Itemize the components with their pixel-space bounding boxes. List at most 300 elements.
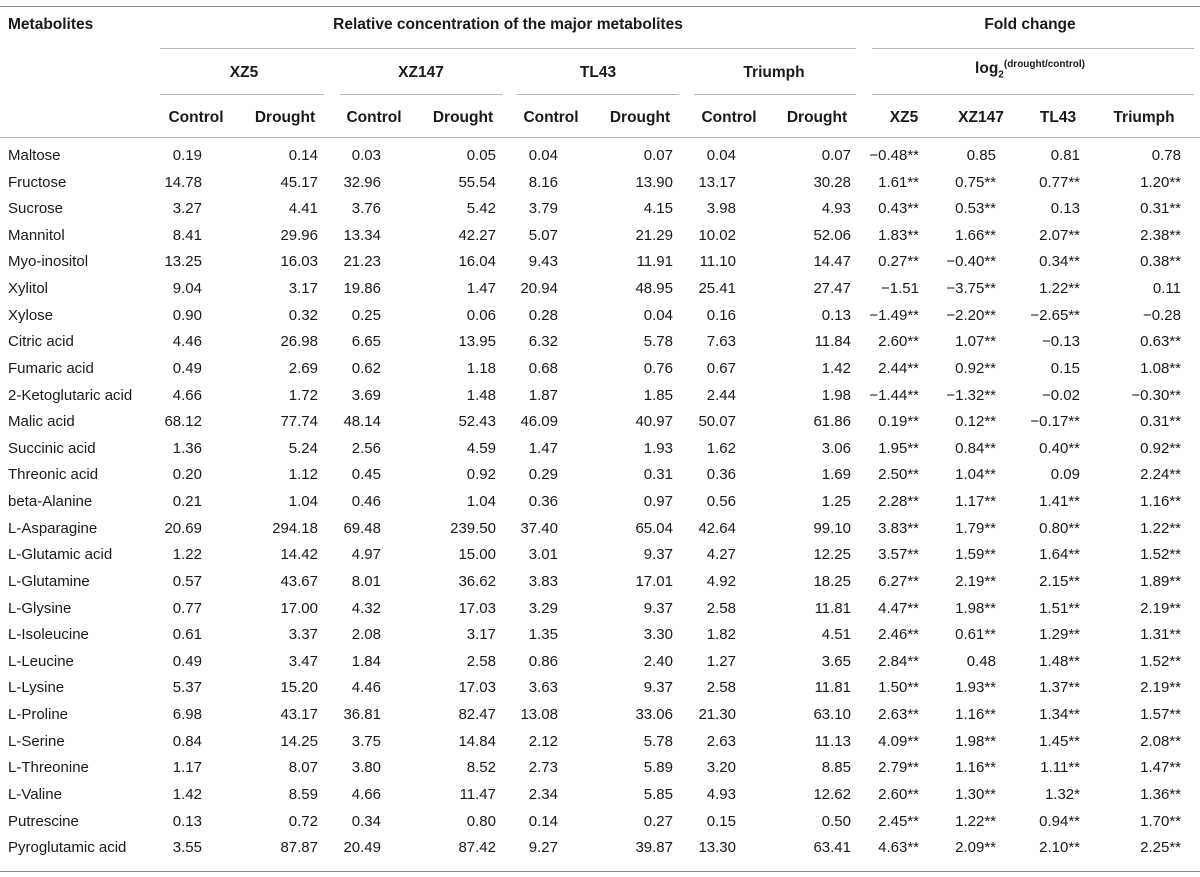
- concentration-cell: 1.42: [821, 359, 851, 377]
- concentration-cell: 1.04: [288, 493, 318, 511]
- table-row: [0, 249, 1200, 276]
- concentration-cell: 0.34: [351, 812, 381, 830]
- concentration-cell: 17.03: [458, 679, 496, 697]
- concentration-cell: 20.69: [164, 519, 202, 537]
- concentration-cell: 65.04: [635, 519, 673, 537]
- concentration-cell: 0.07: [821, 147, 851, 164]
- concentration-cell: 20.49: [343, 839, 381, 857]
- concentration-cell: 17.03: [458, 599, 496, 617]
- concentration-cell: 32.96: [343, 173, 381, 191]
- concentration-cell: 1.25: [821, 493, 851, 511]
- concentration-cell: 17.00: [280, 599, 318, 617]
- fold-change-cell: 2.46**: [878, 626, 919, 644]
- fold-change-cell: 1.32*: [1044, 785, 1080, 803]
- concentration-cell: 21.29: [635, 226, 673, 244]
- concentration-cell: 0.49: [172, 652, 202, 670]
- fold-change-cell: 1.66**: [955, 226, 996, 244]
- concentration-cell: 0.25: [351, 306, 381, 324]
- fold-change-cell: 2.09**: [955, 839, 996, 857]
- fold-change-cell: 2.10**: [1039, 839, 1080, 857]
- concentration-cell: 2.08: [351, 626, 381, 644]
- table-row: [0, 329, 1200, 356]
- fold-change-cell: 0.15: [1050, 359, 1080, 377]
- concentration-cell: 8.01: [351, 572, 381, 590]
- concentration-cell: 3.17: [466, 626, 496, 644]
- concentration-cell: 5.85: [643, 785, 673, 803]
- fold-change-cell: 1.45**: [1039, 732, 1080, 750]
- concentration-cell: 16.04: [458, 253, 496, 271]
- concentration-cell: 4.46: [351, 679, 381, 697]
- fold-change-cell: 2.79**: [878, 759, 919, 777]
- fold-change-cell: 1.22**: [1140, 519, 1181, 537]
- fold-change-cell: 0.78: [1151, 147, 1181, 164]
- fold-change-cell: 2.63**: [878, 706, 919, 724]
- concentration-cell: 1.27: [706, 652, 736, 670]
- metabolite-name: L-Isoleucine: [8, 626, 89, 644]
- header-control: Control: [701, 109, 757, 126]
- metabolite-name: L-Serine: [8, 732, 65, 750]
- fold-change-cell: 0.31**: [1140, 413, 1181, 431]
- concentration-cell: 16.03: [280, 253, 318, 271]
- concentration-cell: 13.95: [458, 333, 496, 351]
- concentration-cell: 5.42: [466, 200, 496, 218]
- metabolite-name: L-Proline: [8, 706, 69, 724]
- concentration-cell: 14.42: [280, 546, 318, 564]
- table-row: [0, 196, 1200, 223]
- concentration-cell: 0.72: [288, 812, 318, 830]
- rule-genotype: [694, 94, 856, 95]
- concentration-cell: 4.93: [706, 785, 736, 803]
- fold-change-cell: 3.57**: [878, 546, 919, 564]
- fold-change-cell: 1.47**: [1140, 759, 1181, 777]
- fold-change-cell: −2.20**: [946, 306, 996, 324]
- concentration-cell: 3.83: [528, 572, 558, 590]
- concentration-cell: 0.97: [643, 493, 673, 511]
- concentration-cell: 2.12: [528, 732, 558, 750]
- concentration-cell: 0.31: [643, 466, 673, 484]
- concentration-cell: 26.98: [280, 333, 318, 351]
- concentration-cell: 0.90: [172, 306, 202, 324]
- table-row: [0, 489, 1200, 516]
- header-bottom-rule: [0, 137, 1200, 138]
- fold-change-cell: 0.75**: [955, 173, 996, 191]
- fold-change-cell: 2.28**: [878, 493, 919, 511]
- concentration-cell: 0.28: [528, 306, 558, 324]
- fold-change-cell: −1.44**: [869, 386, 919, 404]
- fold-change-cell: 0.19**: [878, 413, 919, 431]
- concentration-cell: 8.52: [466, 759, 496, 777]
- concentration-cell: 1.93: [643, 439, 673, 457]
- concentration-cell: 13.25: [164, 253, 202, 271]
- concentration-cell: 1.36: [172, 439, 202, 457]
- concentration-cell: 1.87: [528, 386, 558, 404]
- concentration-cell: 3.06: [821, 439, 851, 457]
- header-control: Control: [346, 109, 402, 126]
- concentration-cell: 1.48: [466, 386, 496, 404]
- header-fold-col: XZ5: [889, 109, 919, 126]
- concentration-cell: 3.20: [706, 759, 736, 777]
- fold-change-cell: 2.08**: [1140, 732, 1181, 750]
- rule-genotype: [517, 94, 679, 95]
- fold-change-cell: 4.47**: [878, 599, 919, 617]
- concentration-cell: 4.51: [821, 626, 851, 644]
- fold-change-cell: 0.61**: [955, 626, 996, 644]
- header-control: Control: [523, 109, 579, 126]
- concentration-cell: 1.98: [821, 386, 851, 404]
- concentration-cell: 11.81: [814, 599, 851, 617]
- concentration-cell: 4.46: [172, 333, 202, 351]
- fold-change-cell: 1.95**: [878, 439, 919, 457]
- concentration-cell: 45.17: [280, 173, 318, 191]
- concentration-cell: 39.87: [635, 839, 673, 857]
- fold-change-cell: 1.08**: [1140, 359, 1181, 377]
- fold-change-cell: 2.07**: [1039, 226, 1080, 244]
- concentration-cell: 3.17: [288, 280, 318, 298]
- table-row: [0, 462, 1200, 489]
- rule-genotype: [340, 94, 502, 95]
- fold-change-cell: 2.19**: [955, 572, 996, 590]
- concentration-cell: 1.18: [466, 359, 496, 377]
- concentration-cell: 0.61: [172, 626, 202, 644]
- header-metabolites: Metabolites: [8, 16, 94, 33]
- concentration-cell: 18.25: [813, 572, 851, 590]
- header-drought: Drought: [609, 109, 671, 126]
- fold-change-cell: −1.32**: [946, 386, 996, 404]
- concentration-cell: 0.76: [643, 359, 673, 377]
- concentration-cell: 1.47: [528, 439, 558, 457]
- concentration-cell: 19.86: [343, 280, 381, 298]
- metabolite-name: L-Valine: [8, 785, 62, 803]
- concentration-cell: 3.47: [288, 652, 318, 670]
- fold-change-cell: 1.83**: [878, 226, 919, 244]
- concentration-cell: 99.10: [813, 519, 851, 537]
- header-drought: Drought: [254, 109, 316, 126]
- fold-change-cell: 1.57**: [1140, 706, 1181, 724]
- concentration-cell: 50.07: [698, 413, 736, 431]
- concentration-cell: 8.85: [821, 759, 851, 777]
- concentration-cell: 0.04: [706, 147, 736, 164]
- concentration-cell: 11.47: [459, 785, 496, 803]
- fold-change-cell: 1.20**: [1140, 173, 1181, 191]
- concentration-cell: 8.16: [528, 173, 558, 191]
- concentration-cell: 42.64: [698, 519, 736, 537]
- fold-change-cell: 1.36**: [1140, 785, 1181, 803]
- concentration-cell: 0.04: [643, 306, 673, 324]
- fold-change-cell: 1.59**: [955, 546, 996, 564]
- fold-change-cell: 1.93**: [955, 679, 996, 697]
- fold-change-cell: 1.41**: [1039, 493, 1080, 511]
- fold-change-cell: 0.85: [966, 147, 996, 164]
- concentration-cell: 9.37: [643, 679, 673, 697]
- concentration-cell: 4.92: [706, 572, 736, 590]
- fold-change-cell: 0.80**: [1039, 519, 1080, 537]
- concentration-cell: 0.45: [351, 466, 381, 484]
- concentration-cell: 3.63: [528, 679, 558, 697]
- fold-change-cell: 2.15**: [1039, 572, 1080, 590]
- fold-change-cell: 1.89**: [1140, 572, 1181, 590]
- table-row: [0, 356, 1200, 383]
- concentration-cell: 21.23: [343, 253, 381, 271]
- fold-change-cell: 0.48: [966, 652, 996, 670]
- fold-change-cell: 2.44**: [878, 359, 919, 377]
- fold-change-cell: 0.63**: [1140, 333, 1181, 351]
- table-row: [0, 729, 1200, 756]
- concentration-cell: 3.37: [288, 626, 318, 644]
- concentration-cell: 61.86: [813, 413, 851, 431]
- fold-change-cell: −1.51: [881, 280, 919, 298]
- fold-change-cell: 1.16**: [1140, 493, 1181, 511]
- fold-change-cell: 2.24**: [1140, 466, 1181, 484]
- fold-change-cell: 2.60**: [878, 785, 919, 803]
- concentration-cell: 42.27: [458, 226, 496, 244]
- table-row: [0, 782, 1200, 809]
- concentration-cell: 29.96: [280, 226, 318, 244]
- metabolite-name: L-Lysine: [8, 679, 65, 697]
- concentration-cell: 48.14: [343, 413, 381, 431]
- concentration-cell: 0.13: [172, 812, 202, 830]
- fold-change-cell: −0.40**: [946, 253, 996, 271]
- concentration-cell: 0.56: [706, 493, 736, 511]
- concentration-cell: 9.37: [643, 546, 673, 564]
- concentration-cell: 11.10: [699, 253, 736, 271]
- concentration-cell: 5.07: [528, 226, 558, 244]
- concentration-cell: 9.27: [528, 839, 558, 857]
- fold-change-cell: 0.38**: [1140, 253, 1181, 271]
- table-row: [0, 276, 1200, 303]
- fold-change-cell: 0.40**: [1039, 439, 1080, 457]
- concentration-cell: 11.84: [814, 333, 851, 351]
- fold-change-cell: 0.92**: [955, 359, 996, 377]
- concentration-cell: 1.12: [288, 466, 318, 484]
- concentration-cell: 3.76: [351, 200, 381, 218]
- concentration-cell: 11.13: [814, 732, 851, 750]
- fold-change-cell: 1.11**: [1040, 759, 1080, 777]
- fold-change-cell: 4.63**: [878, 839, 919, 857]
- fold-change-cell: −3.75**: [946, 280, 996, 298]
- header-fold-col: XZ147: [958, 109, 1004, 126]
- concentration-cell: 15.00: [458, 546, 496, 564]
- concentration-cell: 0.32: [288, 306, 318, 324]
- concentration-cell: 6.65: [351, 333, 381, 351]
- header-drought: Drought: [786, 109, 848, 126]
- fold-change-cell: 0.84**: [955, 439, 996, 457]
- concentration-cell: 55.54: [458, 173, 496, 191]
- fold-change-cell: 0.43**: [878, 200, 919, 218]
- concentration-cell: 13.30: [698, 839, 736, 857]
- concentration-cell: 0.36: [706, 466, 736, 484]
- fold-change-cell: 0.77**: [1039, 173, 1080, 191]
- fold-change-cell: 1.51**: [1039, 599, 1080, 617]
- concentration-cell: 63.10: [813, 706, 851, 724]
- table-row: [0, 303, 1200, 330]
- table-row: [0, 622, 1200, 649]
- header-control: Control: [168, 109, 224, 126]
- concentration-cell: 0.57: [172, 572, 202, 590]
- metabolite-name: Maltose: [8, 147, 61, 164]
- table-row: [0, 809, 1200, 836]
- table-row: [0, 143, 1200, 170]
- concentration-cell: 2.58: [466, 652, 496, 670]
- concentration-cell: 8.41: [172, 226, 202, 244]
- header-fold-col: TL43: [1039, 109, 1077, 126]
- concentration-cell: 1.62: [706, 439, 736, 457]
- fold-change-cell: 1.98**: [955, 732, 996, 750]
- metabolite-name: L-Asparagine: [8, 519, 98, 537]
- concentration-cell: 3.65: [821, 652, 851, 670]
- table-row: [0, 516, 1200, 543]
- concentration-cell: 36.81: [343, 706, 381, 724]
- concentration-cell: 0.14: [528, 812, 558, 830]
- concentration-cell: 2.56: [351, 439, 381, 457]
- fold-change-cell: 1.16**: [955, 759, 996, 777]
- concentration-cell: 3.98: [706, 200, 736, 218]
- fold-change-cell: 1.17**: [955, 493, 996, 511]
- metabolite-name: Xylose: [8, 306, 54, 324]
- fold-change-cell: 2.19**: [1140, 679, 1181, 697]
- concentration-cell: 3.79: [528, 200, 558, 218]
- concentration-cell: 14.47: [813, 253, 851, 271]
- concentration-cell: 77.74: [280, 413, 318, 431]
- concentration-cell: 9.43: [528, 253, 558, 271]
- concentration-cell: 3.75: [351, 732, 381, 750]
- concentration-cell: 0.16: [706, 306, 736, 324]
- concentration-cell: 1.69: [821, 466, 851, 484]
- table-bottom-border: [0, 871, 1200, 872]
- concentration-cell: 0.62: [351, 359, 381, 377]
- fold-change-cell: 2.84**: [878, 652, 919, 670]
- concentration-cell: 4.97: [351, 546, 381, 564]
- fold-change-cell: 2.45**: [878, 812, 919, 830]
- concentration-cell: 37.40: [520, 519, 558, 537]
- table-row: [0, 383, 1200, 410]
- table-row: [0, 702, 1200, 729]
- concentration-cell: 2.44: [706, 386, 736, 404]
- concentration-cell: 0.03: [351, 147, 381, 164]
- concentration-cell: 4.15: [643, 200, 673, 218]
- fold-change-cell: 2.60**: [878, 333, 919, 351]
- concentration-cell: 1.04: [466, 493, 496, 511]
- rule-fold-sub: [872, 94, 1194, 95]
- header-genotype: XZ5: [229, 64, 259, 81]
- fold-change-cell: 1.31**: [1140, 626, 1181, 644]
- table-row: [0, 596, 1200, 623]
- fold-change-cell: 0.94**: [1039, 812, 1080, 830]
- metabolite-name: beta-Alanine: [8, 493, 93, 511]
- metabolite-name: Malic acid: [8, 413, 75, 431]
- concentration-cell: 1.42: [172, 785, 202, 803]
- fold-change-cell: 1.61**: [878, 173, 919, 191]
- table-row: [0, 223, 1200, 250]
- concentration-cell: 5.78: [643, 732, 673, 750]
- concentration-cell: 1.35: [528, 626, 558, 644]
- concentration-cell: 63.41: [813, 839, 851, 857]
- fold-change-cell: 1.29**: [1039, 626, 1080, 644]
- metabolite-name: Xylitol: [8, 280, 49, 298]
- fold-change-cell: 0.09: [1050, 466, 1080, 484]
- fold-change-cell: −0.02: [1042, 386, 1080, 404]
- fold-change-cell: −0.48**: [869, 147, 919, 164]
- metabolite-name: L-Glutamic acid: [8, 546, 113, 564]
- fold-change-cell: 1.34**: [1039, 706, 1080, 724]
- metabolite-name: Sucrose: [8, 200, 64, 218]
- concentration-cell: 294.18: [272, 519, 318, 537]
- fold-change-cell: 0.11: [1152, 280, 1181, 298]
- header-relative-concentration: Relative concentration of the major metabolites: [333, 16, 683, 33]
- concentration-cell: 33.06: [635, 706, 673, 724]
- fold-change-cell: 1.70**: [1140, 812, 1181, 830]
- log-superscript: (drought/control): [1003, 59, 1085, 70]
- concentration-cell: 8.07: [288, 759, 318, 777]
- concentration-cell: 0.80: [466, 812, 496, 830]
- fold-change-cell: 1.50**: [878, 679, 919, 697]
- metabolite-name: L-Glysine: [8, 599, 72, 617]
- concentration-cell: 27.47: [813, 280, 851, 298]
- concentration-cell: 87.42: [458, 839, 496, 857]
- concentration-cell: 5.78: [643, 333, 673, 351]
- fold-change-cell: −2.65**: [1030, 306, 1080, 324]
- concentration-cell: 0.14: [288, 147, 318, 164]
- concentration-cell: 43.67: [280, 572, 318, 590]
- fold-change-cell: 0.81: [1050, 147, 1080, 164]
- concentration-cell: 1.84: [351, 652, 381, 670]
- metabolite-name: Succinic acid: [8, 439, 96, 457]
- table-row: [0, 835, 1200, 862]
- log-base: log: [975, 60, 999, 78]
- concentration-cell: 4.32: [351, 599, 381, 617]
- concentration-cell: 68.12: [164, 413, 202, 431]
- concentration-cell: 0.05: [466, 147, 496, 164]
- fold-change-cell: 1.98**: [955, 599, 996, 617]
- table-top-border: [0, 6, 1200, 7]
- concentration-cell: 8.59: [288, 785, 318, 803]
- rule-relative: [160, 48, 856, 49]
- concentration-cell: 1.17: [172, 759, 202, 777]
- metabolite-name: Citric acid: [8, 333, 74, 351]
- metabolite-name: L-Glutamine: [8, 572, 90, 590]
- concentration-cell: 25.41: [698, 280, 736, 298]
- concentration-cell: 0.77: [172, 599, 202, 617]
- concentration-cell: 13.08: [520, 706, 558, 724]
- concentration-cell: 2.58: [706, 679, 736, 697]
- concentration-cell: 4.66: [351, 785, 381, 803]
- concentration-cell: 0.50: [821, 812, 851, 830]
- fold-change-cell: 1.07**: [955, 333, 996, 351]
- concentration-cell: 0.68: [528, 359, 558, 377]
- metabolite-name: L-Threonine: [8, 759, 89, 777]
- fold-change-cell: 1.52**: [1140, 652, 1181, 670]
- fold-change-cell: 2.50**: [878, 466, 919, 484]
- header-fold-col: Triumph: [1113, 109, 1175, 126]
- concentration-cell: 4.66: [172, 386, 202, 404]
- concentration-cell: 0.06: [466, 306, 496, 324]
- concentration-cell: 4.93: [821, 200, 851, 218]
- concentration-cell: 3.30: [643, 626, 673, 644]
- concentration-cell: 3.29: [528, 599, 558, 617]
- concentration-cell: 0.27: [643, 812, 673, 830]
- concentration-cell: 3.69: [351, 386, 381, 404]
- fold-change-cell: 1.22**: [1039, 280, 1080, 298]
- fold-change-cell: 0.92**: [1140, 439, 1181, 457]
- table-row: [0, 170, 1200, 197]
- fold-change-cell: 6.27**: [878, 572, 919, 590]
- concentration-cell: 0.67: [706, 359, 736, 377]
- concentration-cell: 2.73: [528, 759, 558, 777]
- concentration-cell: 6.32: [528, 333, 558, 351]
- fold-change-cell: 0.53**: [955, 200, 996, 218]
- concentration-cell: 14.78: [164, 173, 202, 191]
- concentration-cell: 0.92: [466, 466, 496, 484]
- concentration-cell: 7.63: [706, 333, 736, 351]
